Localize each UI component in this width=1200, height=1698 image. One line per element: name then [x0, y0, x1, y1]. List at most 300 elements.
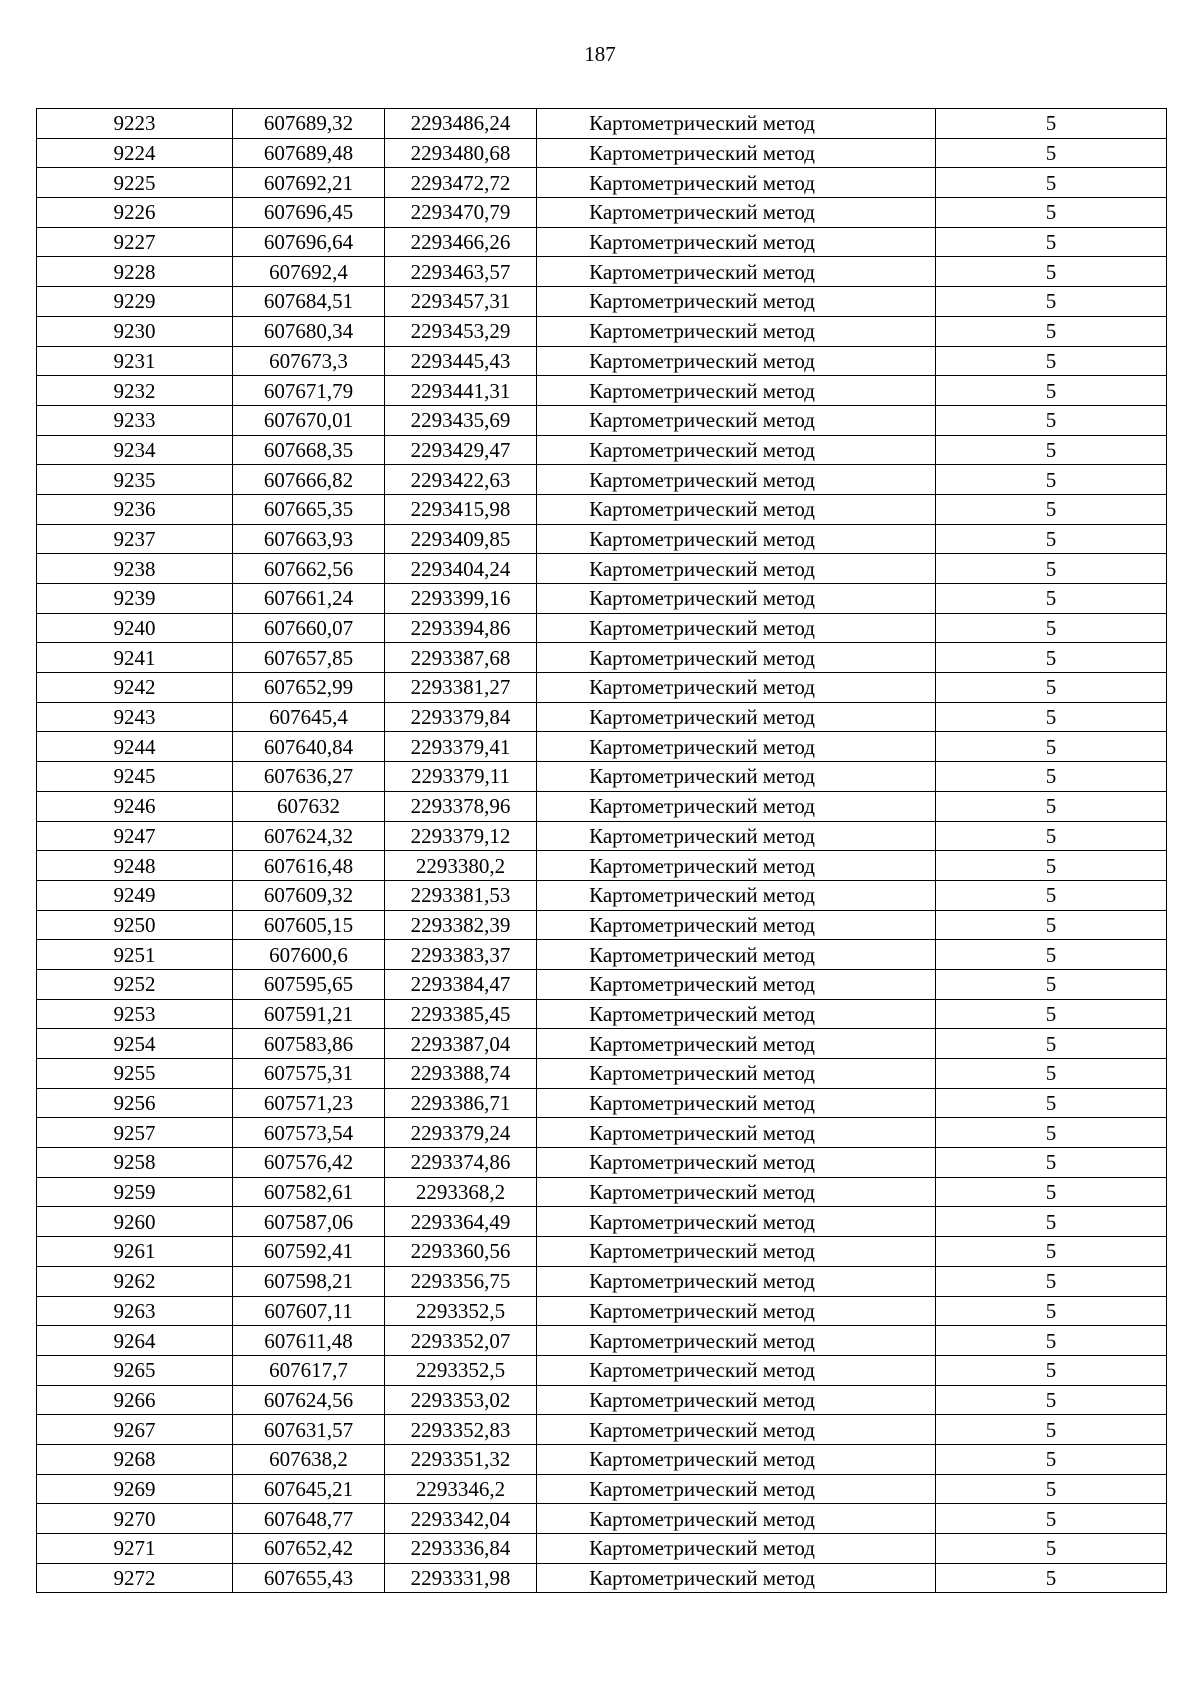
table-row: [37, 1563, 1167, 1593]
y-coordinate-cell: 2293381,53: [385, 880, 537, 910]
method-label: Картометрический метод: [589, 348, 815, 373]
method-label: Картометрический метод: [589, 823, 815, 848]
y-coordinate-cell: 2293364,49: [385, 1207, 537, 1237]
point-number-cell: 9224: [37, 138, 233, 168]
method-cell: [537, 613, 936, 643]
point-number-cell: 9270: [37, 1504, 233, 1534]
y-coordinate-cell: 2293453,29: [385, 316, 537, 346]
method-cell: [537, 673, 936, 703]
x-coordinate-cell: 607660,07: [233, 613, 385, 643]
accuracy-cell: 5: [936, 584, 1167, 614]
table-row: [37, 821, 1167, 851]
x-coordinate-cell: 607617,7: [233, 1355, 385, 1385]
point-number-cell: 9240: [37, 613, 233, 643]
table-body: [37, 109, 1167, 1593]
point-number-cell: 9249: [37, 880, 233, 910]
method-label: Картометрический метод: [589, 141, 815, 166]
x-coordinate-cell: 607640,84: [233, 732, 385, 762]
accuracy-cell: 5: [936, 1118, 1167, 1148]
method-label: Картометрический метод: [589, 1476, 815, 1501]
method-cell: [537, 1088, 936, 1118]
accuracy-cell: 5: [936, 1148, 1167, 1178]
table-row: [37, 198, 1167, 228]
method-cell: [537, 227, 936, 257]
x-coordinate-cell: 607652,42: [233, 1534, 385, 1564]
table-row: [37, 287, 1167, 317]
method-cell: [537, 1207, 936, 1237]
method-cell: [537, 1237, 936, 1267]
y-coordinate-cell: 2293352,5: [385, 1296, 537, 1326]
method-cell: [537, 435, 936, 465]
accuracy-cell: 5: [936, 1385, 1167, 1415]
table-row: [37, 1355, 1167, 1385]
y-coordinate-cell: 2293435,69: [385, 405, 537, 435]
y-coordinate-cell: 2293374,86: [385, 1148, 537, 1178]
x-coordinate-cell: 607582,61: [233, 1177, 385, 1207]
x-coordinate-cell: 607575,31: [233, 1059, 385, 1089]
method-label: Картометрический метод: [589, 170, 815, 195]
point-number-cell: 9265: [37, 1355, 233, 1385]
table-row: [37, 1326, 1167, 1356]
point-number-cell: 9268: [37, 1444, 233, 1474]
method-label: Картометрический метод: [589, 794, 815, 819]
accuracy-cell: 5: [936, 287, 1167, 317]
x-coordinate-cell: 607631,57: [233, 1415, 385, 1445]
point-number-cell: 9239: [37, 584, 233, 614]
y-coordinate-cell: 2293378,96: [385, 791, 537, 821]
y-coordinate-cell: 2293466,26: [385, 227, 537, 257]
x-coordinate-cell: 607598,21: [233, 1266, 385, 1296]
method-cell: [537, 1534, 936, 1564]
method-cell: [537, 1266, 936, 1296]
method-cell: [537, 1029, 936, 1059]
accuracy-cell: 5: [936, 346, 1167, 376]
accuracy-cell: 5: [936, 1444, 1167, 1474]
method-label: Картометрический метод: [589, 1180, 815, 1205]
method-cell: [537, 198, 936, 228]
table-row: [37, 1534, 1167, 1564]
x-coordinate-cell: 607605,15: [233, 910, 385, 940]
accuracy-cell: 5: [936, 1326, 1167, 1356]
table-row: [37, 851, 1167, 881]
method-cell: [537, 732, 936, 762]
point-number-cell: 9260: [37, 1207, 233, 1237]
method-label: Картометрический метод: [589, 200, 815, 225]
point-number-cell: 9246: [37, 791, 233, 821]
method-label: Картометрический метод: [589, 1061, 815, 1086]
table-row: [37, 138, 1167, 168]
x-coordinate-cell: 607673,3: [233, 346, 385, 376]
y-coordinate-cell: 2293342,04: [385, 1504, 537, 1534]
method-label: Картометрический метод: [589, 1269, 815, 1294]
method-cell: [537, 1118, 936, 1148]
y-coordinate-cell: 2293353,02: [385, 1385, 537, 1415]
accuracy-cell: 5: [936, 1237, 1167, 1267]
x-coordinate-cell: 607670,01: [233, 405, 385, 435]
point-number-cell: 9232: [37, 376, 233, 406]
y-coordinate-cell: 2293360,56: [385, 1237, 537, 1267]
method-label: Картометрический метод: [589, 586, 815, 611]
method-label: Картометрический метод: [589, 259, 815, 284]
y-coordinate-cell: 2293441,31: [385, 376, 537, 406]
accuracy-cell: 5: [936, 762, 1167, 792]
point-number-cell: 9271: [37, 1534, 233, 1564]
point-number-cell: 9261: [37, 1237, 233, 1267]
method-cell: [537, 376, 936, 406]
accuracy-cell: 5: [936, 673, 1167, 703]
accuracy-cell: 5: [936, 168, 1167, 198]
table-row: [37, 1237, 1167, 1267]
table-row: [37, 643, 1167, 673]
x-coordinate-cell: 607668,35: [233, 435, 385, 465]
x-coordinate-cell: 607652,99: [233, 673, 385, 703]
accuracy-cell: 5: [936, 1266, 1167, 1296]
table-row: [37, 1296, 1167, 1326]
method-label: Картометрический метод: [589, 1298, 815, 1323]
page-number: 187: [584, 42, 616, 66]
point-number-cell: 9237: [37, 524, 233, 554]
method-cell: [537, 999, 936, 1029]
x-coordinate-cell: 607692,4: [233, 257, 385, 287]
x-coordinate-cell: 607571,23: [233, 1088, 385, 1118]
x-coordinate-cell: 607657,85: [233, 643, 385, 673]
y-coordinate-cell: 2293379,11: [385, 762, 537, 792]
method-cell: [537, 168, 936, 198]
accuracy-cell: 5: [936, 257, 1167, 287]
y-coordinate-cell: 2293387,04: [385, 1029, 537, 1059]
point-number-cell: 9252: [37, 969, 233, 999]
point-number-cell: 9241: [37, 643, 233, 673]
x-coordinate-cell: 607648,77: [233, 1504, 385, 1534]
table-row: [37, 1177, 1167, 1207]
point-number-cell: 9264: [37, 1326, 233, 1356]
y-coordinate-cell: 2293352,83: [385, 1415, 537, 1445]
y-coordinate-cell: 2293470,79: [385, 198, 537, 228]
point-number-cell: 9247: [37, 821, 233, 851]
point-number-cell: 9230: [37, 316, 233, 346]
y-coordinate-cell: 2293385,45: [385, 999, 537, 1029]
method-cell: [537, 940, 936, 970]
table-row: [37, 376, 1167, 406]
accuracy-cell: 5: [936, 316, 1167, 346]
point-number-cell: 9254: [37, 1029, 233, 1059]
method-label: Картометрический метод: [589, 1566, 815, 1591]
y-coordinate-cell: 2293352,5: [385, 1355, 537, 1385]
point-number-cell: 9258: [37, 1148, 233, 1178]
y-coordinate-cell: 2293463,57: [385, 257, 537, 287]
y-coordinate-cell: 2293387,68: [385, 643, 537, 673]
method-label: Картометрический метод: [589, 526, 815, 551]
table-row: [37, 910, 1167, 940]
table-row: [37, 584, 1167, 614]
point-number-cell: 9223: [37, 109, 233, 139]
point-number-cell: 9227: [37, 227, 233, 257]
method-label: Картометрический метод: [589, 319, 815, 344]
point-number-cell: 9242: [37, 673, 233, 703]
table-row: [37, 791, 1167, 821]
y-coordinate-cell: 2293336,84: [385, 1534, 537, 1564]
x-coordinate-cell: 607624,56: [233, 1385, 385, 1415]
x-coordinate-cell: 607684,51: [233, 287, 385, 317]
accuracy-cell: 5: [936, 227, 1167, 257]
accuracy-cell: 5: [936, 999, 1167, 1029]
accuracy-cell: 5: [936, 1355, 1167, 1385]
y-coordinate-cell: 2293422,63: [385, 465, 537, 495]
x-coordinate-cell: 607591,21: [233, 999, 385, 1029]
point-number-cell: 9263: [37, 1296, 233, 1326]
point-number-cell: 9235: [37, 465, 233, 495]
method-cell: [537, 1415, 936, 1445]
method-cell: [537, 1177, 936, 1207]
point-number-cell: 9255: [37, 1059, 233, 1089]
y-coordinate-cell: 2293404,24: [385, 554, 537, 584]
method-label: Картометрический метод: [589, 1209, 815, 1234]
accuracy-cell: 5: [936, 109, 1167, 139]
accuracy-cell: 5: [936, 1029, 1167, 1059]
method-label: Картометрический метод: [589, 1328, 815, 1353]
x-coordinate-cell: 607662,56: [233, 554, 385, 584]
method-cell: [537, 1444, 936, 1474]
table-row: [37, 405, 1167, 435]
method-cell: [537, 405, 936, 435]
table-row: [37, 1385, 1167, 1415]
y-coordinate-cell: 2293381,27: [385, 673, 537, 703]
accuracy-cell: 5: [936, 940, 1167, 970]
method-cell: [537, 1296, 936, 1326]
method-cell: [537, 910, 936, 940]
x-coordinate-cell: 607692,21: [233, 168, 385, 198]
accuracy-cell: 5: [936, 1088, 1167, 1118]
method-label: Картометрический метод: [589, 705, 815, 730]
method-cell: [537, 880, 936, 910]
method-cell: [537, 554, 936, 584]
method-cell: [537, 346, 936, 376]
table-row: [37, 435, 1167, 465]
method-cell: [537, 791, 936, 821]
method-cell: [537, 969, 936, 999]
table-row: [37, 613, 1167, 643]
method-label: Картометрический метод: [589, 1506, 815, 1531]
accuracy-cell: 5: [936, 613, 1167, 643]
accuracy-cell: 5: [936, 1415, 1167, 1445]
method-label: Картометрический метод: [589, 230, 815, 255]
x-coordinate-cell: 607616,48: [233, 851, 385, 881]
table-row: [37, 702, 1167, 732]
method-label: Картометрический метод: [589, 289, 815, 314]
accuracy-cell: 5: [936, 405, 1167, 435]
table-row: [37, 494, 1167, 524]
method-label: Картометрический метод: [589, 972, 815, 997]
method-label: Картометрический метод: [589, 1358, 815, 1383]
point-number-cell: 9236: [37, 494, 233, 524]
x-coordinate-cell: 607680,34: [233, 316, 385, 346]
table-row: [37, 257, 1167, 287]
method-label: Картометрический метод: [589, 1387, 815, 1412]
accuracy-cell: 5: [936, 376, 1167, 406]
table-row: [37, 1474, 1167, 1504]
y-coordinate-cell: 2293351,32: [385, 1444, 537, 1474]
accuracy-cell: 5: [936, 702, 1167, 732]
table-row: [37, 999, 1167, 1029]
method-label: Картометрический метод: [589, 853, 815, 878]
point-number-cell: 9243: [37, 702, 233, 732]
point-number-cell: 9256: [37, 1088, 233, 1118]
method-cell: [537, 702, 936, 732]
y-coordinate-cell: 2293380,2: [385, 851, 537, 881]
y-coordinate-cell: 2293394,86: [385, 613, 537, 643]
accuracy-cell: 5: [936, 1534, 1167, 1564]
y-coordinate-cell: 2293352,07: [385, 1326, 537, 1356]
method-label: Картометрический метод: [589, 675, 815, 700]
x-coordinate-cell: 607592,41: [233, 1237, 385, 1267]
method-cell: [537, 524, 936, 554]
accuracy-cell: 5: [936, 1207, 1167, 1237]
x-coordinate-cell: 607595,65: [233, 969, 385, 999]
accuracy-cell: 5: [936, 465, 1167, 495]
x-coordinate-cell: 607587,06: [233, 1207, 385, 1237]
y-coordinate-cell: 2293429,47: [385, 435, 537, 465]
accuracy-cell: 5: [936, 643, 1167, 673]
x-coordinate-cell: 607661,24: [233, 584, 385, 614]
method-label: Картометрический метод: [589, 556, 815, 581]
table-row: [37, 762, 1167, 792]
point-number-cell: 9269: [37, 1474, 233, 1504]
method-cell: [537, 584, 936, 614]
accuracy-cell: 5: [936, 1504, 1167, 1534]
method-cell: [537, 494, 936, 524]
method-label: Картометрический метод: [589, 764, 815, 789]
table-row: [37, 940, 1167, 970]
method-label: Картометрический метод: [589, 1031, 815, 1056]
accuracy-cell: 5: [936, 732, 1167, 762]
x-coordinate-cell: 607671,79: [233, 376, 385, 406]
table-row: [37, 1029, 1167, 1059]
table-row: [37, 1415, 1167, 1445]
method-label: Картометрический метод: [589, 645, 815, 670]
method-cell: [537, 316, 936, 346]
point-number-cell: 9244: [37, 732, 233, 762]
accuracy-cell: 5: [936, 851, 1167, 881]
point-number-cell: 9229: [37, 287, 233, 317]
method-cell: [537, 1504, 936, 1534]
method-label: Картометрический метод: [589, 1150, 815, 1175]
table-row: [37, 1444, 1167, 1474]
point-number-cell: 9262: [37, 1266, 233, 1296]
y-coordinate-cell: 2293384,47: [385, 969, 537, 999]
table-row: [37, 1266, 1167, 1296]
table-row: [37, 1088, 1167, 1118]
x-coordinate-cell: 607645,4: [233, 702, 385, 732]
point-number-cell: 9231: [37, 346, 233, 376]
point-number-cell: 9226: [37, 198, 233, 228]
table-row: [37, 465, 1167, 495]
method-label: Картометрический метод: [589, 1091, 815, 1116]
method-label: Картометрический метод: [589, 378, 815, 403]
x-coordinate-cell: 607576,42: [233, 1148, 385, 1178]
y-coordinate-cell: 2293356,75: [385, 1266, 537, 1296]
method-cell: [537, 762, 936, 792]
method-label: Картометрический метод: [589, 1239, 815, 1264]
accuracy-cell: 5: [936, 910, 1167, 940]
y-coordinate-cell: 2293368,2: [385, 1177, 537, 1207]
point-number-cell: 9225: [37, 168, 233, 198]
accuracy-cell: 5: [936, 198, 1167, 228]
y-coordinate-cell: 2293457,31: [385, 287, 537, 317]
method-label: Картометрический метод: [589, 1447, 815, 1472]
x-coordinate-cell: 607655,43: [233, 1563, 385, 1593]
x-coordinate-cell: 607645,21: [233, 1474, 385, 1504]
table-row: [37, 168, 1167, 198]
table-row: [37, 880, 1167, 910]
method-cell: [537, 1326, 936, 1356]
table-row: [37, 109, 1167, 139]
point-number-cell: 9248: [37, 851, 233, 881]
y-coordinate-cell: 2293445,43: [385, 346, 537, 376]
table-row: [37, 1504, 1167, 1534]
table-row: [37, 346, 1167, 376]
point-number-cell: 9234: [37, 435, 233, 465]
y-coordinate-cell: 2293409,85: [385, 524, 537, 554]
method-label: Картометрический метод: [589, 734, 815, 759]
x-coordinate-cell: 607696,45: [233, 198, 385, 228]
table-row: [37, 316, 1167, 346]
method-cell: [537, 138, 936, 168]
y-coordinate-cell: 2293415,98: [385, 494, 537, 524]
x-coordinate-cell: 607636,27: [233, 762, 385, 792]
point-number-cell: 9250: [37, 910, 233, 940]
accuracy-cell: 5: [936, 524, 1167, 554]
accuracy-cell: 5: [936, 969, 1167, 999]
accuracy-cell: 5: [936, 880, 1167, 910]
method-cell: [537, 1563, 936, 1593]
x-coordinate-cell: 607665,35: [233, 494, 385, 524]
point-number-cell: 9259: [37, 1177, 233, 1207]
point-number-cell: 9228: [37, 257, 233, 287]
x-coordinate-cell: 607583,86: [233, 1029, 385, 1059]
point-number-cell: 9245: [37, 762, 233, 792]
accuracy-cell: 5: [936, 1563, 1167, 1593]
table-row: [37, 1118, 1167, 1148]
y-coordinate-cell: 2293383,37: [385, 940, 537, 970]
method-cell: [537, 851, 936, 881]
point-number-cell: 9257: [37, 1118, 233, 1148]
table-row: [37, 1148, 1167, 1178]
y-coordinate-cell: 2293379,24: [385, 1118, 537, 1148]
method-label: Картометрический метод: [589, 912, 815, 937]
table-row: [37, 969, 1167, 999]
accuracy-cell: 5: [936, 1059, 1167, 1089]
accuracy-cell: 5: [936, 1177, 1167, 1207]
method-label: Картометрический метод: [589, 616, 815, 641]
y-coordinate-cell: 2293399,16: [385, 584, 537, 614]
method-cell: [537, 287, 936, 317]
table-row: [37, 554, 1167, 584]
y-coordinate-cell: 2293379,84: [385, 702, 537, 732]
method-cell: [537, 109, 936, 139]
method-label: Картометрический метод: [589, 111, 815, 136]
x-coordinate-cell: 607689,48: [233, 138, 385, 168]
method-cell: [537, 1474, 936, 1504]
point-number-cell: 9253: [37, 999, 233, 1029]
method-label: Картометрический метод: [589, 408, 815, 433]
y-coordinate-cell: 2293472,72: [385, 168, 537, 198]
table-row: [37, 732, 1167, 762]
y-coordinate-cell: 2293386,71: [385, 1088, 537, 1118]
method-label: Картометрический метод: [589, 1001, 815, 1026]
point-number-cell: 9267: [37, 1415, 233, 1445]
x-coordinate-cell: 607607,11: [233, 1296, 385, 1326]
y-coordinate-cell: 2293331,98: [385, 1563, 537, 1593]
